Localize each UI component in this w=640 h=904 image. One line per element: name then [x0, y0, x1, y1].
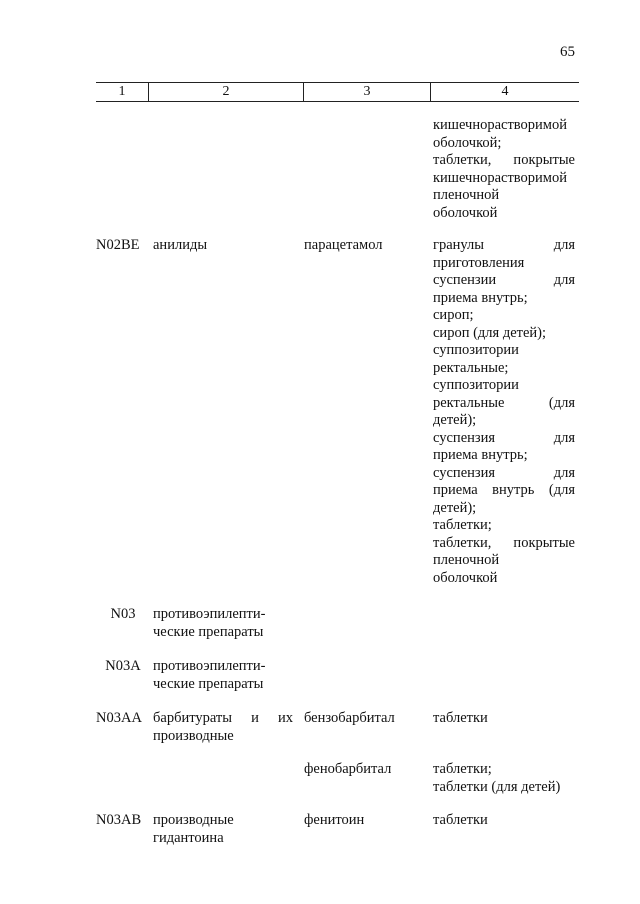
form-line: сироп (для детей);: [433, 324, 547, 341]
group-name: [153, 606, 293, 641]
form-line: суппозитории: [433, 377, 519, 393]
group-name: анилиды: [153, 237, 208, 253]
form-line: детей);: [433, 499, 477, 516]
form-line: сироп;: [433, 307, 474, 323]
dosage-forms: [433, 812, 575, 830]
table-header: [96, 82, 579, 102]
group-name: [153, 658, 293, 693]
form-line: кишечнорастворимой: [433, 169, 567, 186]
continuation-forms: [433, 117, 575, 222]
drug-name: бензобарбитал: [304, 710, 395, 726]
form-line: таблетки, покрытые: [433, 534, 575, 551]
form-line: оболочкой;: [433, 134, 502, 151]
form-line: пленочной: [433, 552, 500, 568]
header-col-1: 1: [118, 84, 126, 99]
dosage-forms: [433, 761, 575, 796]
group-line: барбитураты и их: [153, 710, 293, 726]
group-line: ческие препараты: [153, 675, 264, 692]
dosage-forms: [433, 237, 575, 587]
form-line: ректальные (для: [433, 394, 575, 411]
form-line: таблетки: [433, 710, 488, 726]
form-line: оболочкой: [433, 204, 498, 221]
drug-name: фенобарбитал: [304, 761, 392, 777]
group-line: производные: [153, 812, 234, 828]
header-col-3: 3: [363, 84, 371, 99]
dosage-forms: [433, 710, 575, 728]
atc-code: N03A: [105, 658, 141, 674]
group-name: [153, 812, 293, 847]
group-name: [153, 710, 293, 745]
form-line: таблетки;: [433, 517, 492, 533]
form-line: приема внутрь;: [433, 289, 528, 306]
atc-code: N03AA: [96, 710, 142, 726]
drug-name: фенитоин: [304, 812, 365, 828]
form-line: детей);: [433, 412, 477, 428]
atc-code: N03AB: [96, 812, 142, 828]
form-line: таблетки (для детей): [433, 778, 561, 795]
form-line: суспензия для: [433, 429, 575, 446]
form-line: гранулы для: [433, 237, 575, 253]
group-line: противоэпилепти-: [153, 658, 266, 674]
form-line: пленочной: [433, 187, 500, 203]
header-col-2: 2: [222, 84, 230, 99]
form-line: кишечнорастворимой: [433, 117, 567, 133]
form-line: суппозитории: [433, 342, 519, 358]
group-line: производные: [153, 727, 234, 744]
form-line: приема внутрь;: [433, 447, 528, 463]
group-line: гидантоина: [153, 829, 224, 846]
form-line: таблетки, покрытые: [433, 152, 575, 168]
form-line: суспензия для: [433, 464, 575, 481]
header-col-4: 4: [501, 84, 509, 99]
group-line: противоэпилепти-: [153, 606, 266, 622]
form-line: приема внутрь (для: [433, 482, 575, 498]
form-line: приготовления: [433, 254, 525, 271]
form-line: таблетки: [433, 812, 488, 828]
form-line: ректальные;: [433, 359, 509, 376]
form-line: суспензии для: [433, 272, 575, 288]
form-line: оболочкой: [433, 569, 498, 586]
drug-name: парацетамол: [304, 237, 383, 253]
page-number: 65: [560, 44, 575, 60]
form-line: таблетки;: [433, 761, 492, 777]
atc-code: N02BE: [96, 237, 140, 253]
group-line: ческие препараты: [153, 623, 264, 640]
atc-code: N03: [110, 606, 136, 622]
